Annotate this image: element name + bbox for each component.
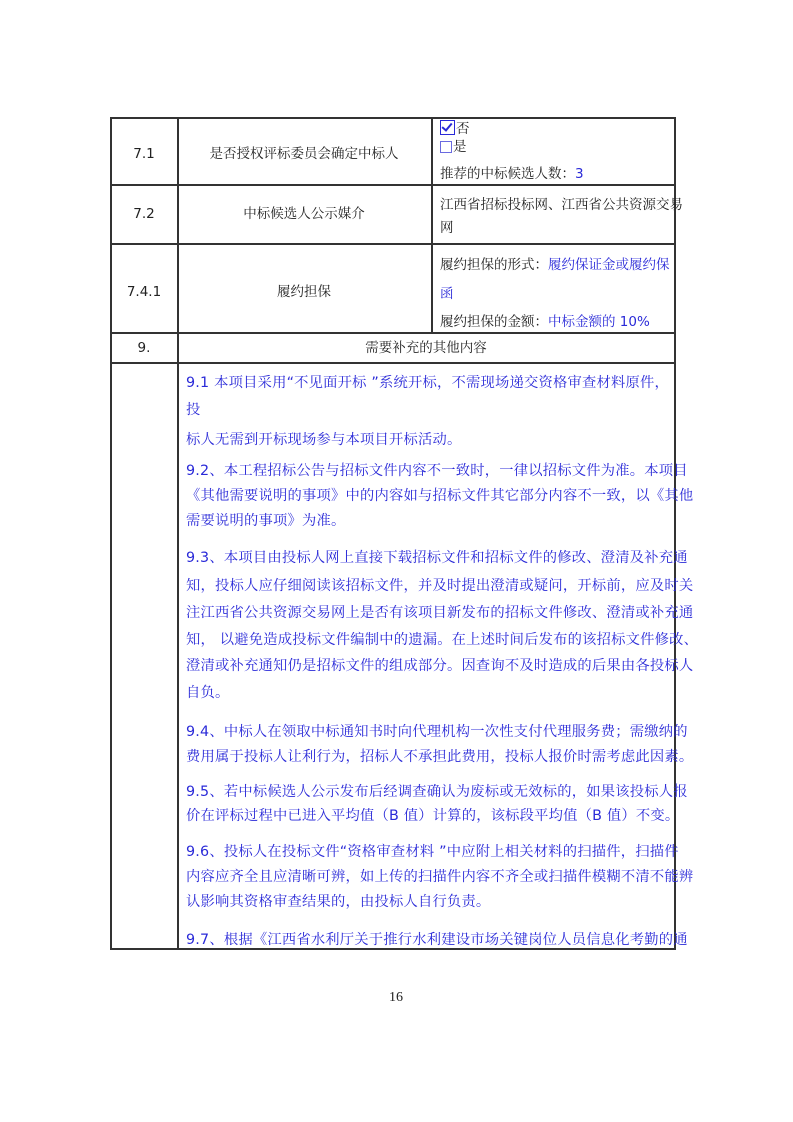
table-border [110,243,676,245]
field-value: 履约保证金或履约保 [548,257,670,273]
supplement-line: 投 [186,402,201,418]
option-label: 是 [453,139,467,155]
media-value-line: 江西省招标投标网、江西省公共资源交易 [440,197,683,213]
guarantee-amount [440,313,650,331]
supplement-line: 9.3、本项目由投标人网上直接下载招标文件和招标文件的修改、澄清及补充通 [186,550,688,566]
field-value: 中标金额的 10% [548,314,650,330]
field-value: 函 [440,286,454,302]
supplement-line: 9.1 本项目采用“不见面开标 ”系统开标，不需现场递交资格审查材料原件， [186,375,669,391]
row-label: 履约担保 [277,284,331,300]
supplement-line: 9.5、若中标候选人公示发布后经调查确认为废标或无效标的，如果该投标人报 [186,784,688,800]
supplement-line: 知， 以避免造成投标文件编制中的遗漏。在上述时间后发布的该招标文件修改、 [186,632,699,648]
candidate-count [440,165,584,183]
supplement-line: 9.7、根据《江西省水利厅关于推行水利建设市场关键岗位人员信息化考勤的通 [186,932,688,948]
row-label: 中标候选人公示媒介 [243,206,365,222]
supplement-line: 注江西省公共资源交易网上是否有该项目新发布的招标文件修改、澄清或补充通 [186,605,694,621]
supplement-line: 9.6、投标人在投标文件“资格审查材料 ”中应附上相关材料的扫描件，扫描件 [186,844,679,860]
row-label: 是否授权评标委员会确定中标人 [209,146,399,162]
table-border [177,117,179,949]
guarantee-form [440,256,670,274]
row-number: 9. [137,340,151,356]
supplement-line: 认影响其资格审查结果的，由投标人自行负责。 [186,894,491,910]
table-border [110,332,676,334]
row-number: 7.2 [133,206,155,222]
page-number: 16 [389,990,403,1005]
supplement-line: 澄清或补充通知仍是招标文件的组成部分。因查询不及时造成的后果由各投标人 [186,658,694,674]
supplement-line: 知，投标人应仔细阅读该招标文件，并及时提出澄清或疑问，开标前，应及时关 [186,578,694,594]
field-label: 推荐的中标候选人数： [440,166,575,182]
table-border [110,184,676,186]
supplement-line: 价在评标过程中已进入平均值（B 值）计算的，该标段平均值（B 值）不变。 [186,808,680,824]
row-number: 7.1 [133,146,155,162]
option-no[interactable] [440,120,470,138]
supplement-line: 9.2、本工程招标公告与招标文件内容不一致时，一律以招标文件为准。本项目 [186,463,688,479]
supplement-line: 需要说明的事项》为准。 [186,513,346,529]
row-label: 需要补充的其他内容 [365,340,487,356]
table-border [110,362,676,364]
option-yes[interactable] [440,138,467,156]
supplement-line: 费用属于投标人让利行为，招标人不承担此费用，投标人报价时需考虑此因素。 [186,749,694,765]
table-border [431,117,433,333]
supplement-line: 《其他需要说明的事项》中的内容如与招标文件其它部分内容不一致，以《其他 [186,488,694,504]
supplement-line: 标人无需到开标现场参与本项目开标活动。 [186,432,462,448]
row-number: 7.4.1 [126,284,162,300]
checkbox-empty-icon[interactable] [440,141,452,153]
supplement-line: 自负。 [186,685,230,701]
table-border [110,117,112,949]
option-label: 否 [456,121,470,137]
supplement-line: 9.4、中标人在领取中标通知书时向代理机构一次性支付代理服务费；需缴纳的 [186,724,688,740]
media-value-line: 网 [440,220,454,236]
checkbox-checked-icon[interactable] [440,120,455,135]
field-label: 履约担保的金额： [440,314,548,330]
field-value: 3 [575,166,584,182]
field-label: 履约担保的形式： [440,257,548,273]
supplement-line: 内容应齐全且应清晰可辨，如上传的扫描件内容不齐全或扫描件模糊不清不能辨 [186,869,694,885]
table-border [110,117,676,119]
